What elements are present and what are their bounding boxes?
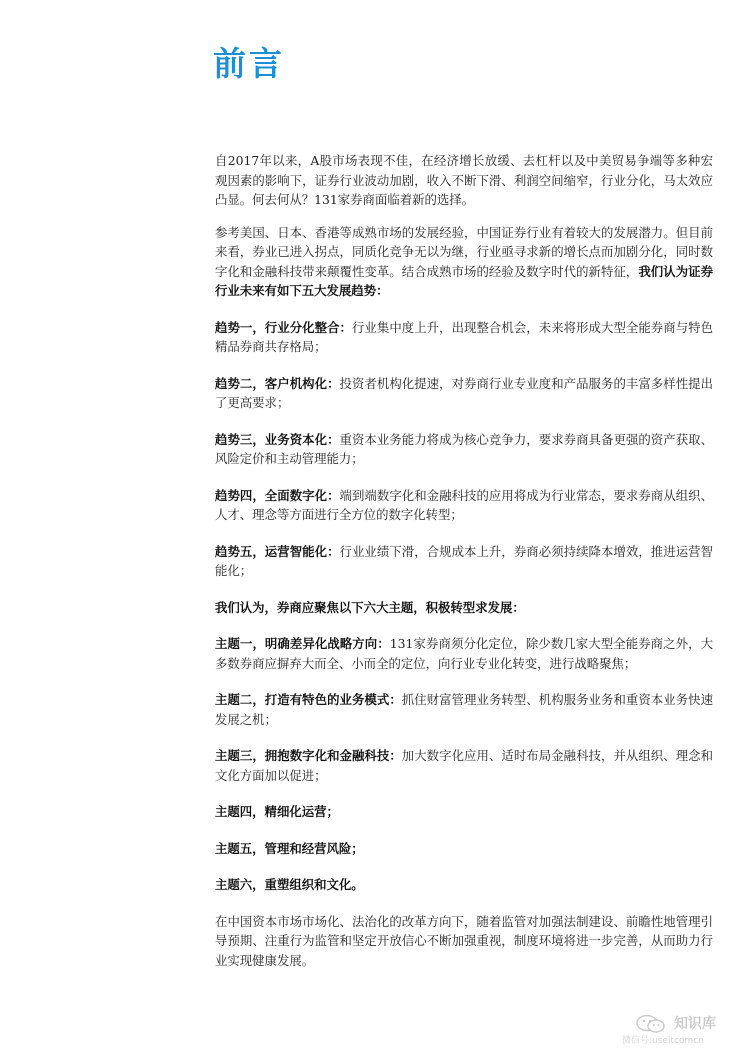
theme-5: 主题五，管理和经营风险； xyxy=(215,840,364,856)
trend-1-title: 趋势一，行业分化整合： xyxy=(215,319,352,335)
trend-4-text: 端到端数字化和金融科技的应用将成为行业常态，要求券商从组织、人才、理念等方面进行全方位的数字化转型； xyxy=(215,487,714,522)
trend-3-title: 趋势三，业务资本化： xyxy=(215,431,340,447)
theme-3-title: 主题三，拥抱数字化和金融科技： xyxy=(215,748,402,763)
trend-1-text: 行业集中度上升，出现整合机会，未来将形成大型全能券商与特色精品券商共存格局； xyxy=(215,319,714,354)
outlook-text: 参考美国、日本、香港等成熟市场的发展经验，中国证券行业有着较大的发展潜力。但目前来看，券业已进入拐点，同质化竞争无以为继，行业亟寻求新的增长点而加剧分化，同时数字化和金融科技带来颠覆性变革。结合成熟市场的经验及数字时代的新特征， xyxy=(215,224,713,279)
theme-1 xyxy=(215,634,713,673)
themes-intro: 我们认为，券商应聚焦以下六大主题，积极转型求发展： xyxy=(215,599,525,615)
trend-5-title: 趋势五，运营智能化： xyxy=(215,543,340,559)
watermark xyxy=(620,1013,730,1047)
watermark-account: 微信号:useitcomcn xyxy=(622,1036,704,1046)
theme-3-text: 加大数字化应用、适时布局金融科技，并从组织、理念和文化方面加以促进； xyxy=(215,748,714,783)
trend-3-text: 重资本业务能力将成为核心竞争力，要求券商具备更强的资产获取、风险定价和主动管理能力； xyxy=(215,431,714,466)
trend-1 xyxy=(215,318,713,357)
trend-5 xyxy=(215,542,713,581)
trends-intro: 我们认为证券行业未来有如下五大发展趋势： xyxy=(215,263,714,298)
trend-2-text: 投资者机构化提速，对券商行业专业度和产品服务的丰富多样性提出了更高要求； xyxy=(215,375,714,410)
trend-2 xyxy=(215,374,713,413)
trend-4 xyxy=(215,486,713,525)
theme-4: 主题四，精细化运营； xyxy=(215,804,339,819)
paragraph-closing: 在中国资本市场市场化、法治化的改革方向下，随着监管对加强法制建设、前瞻性地管理引导预期、注重行为监管和坚定开放信心不断加强重视，制度环境将进一步完善，从而助力行业实现健康发展。 xyxy=(215,913,713,968)
page-title: 前言 xyxy=(213,44,285,83)
trend-5-text: 行业业绩下滑，合规成本上升，券商必须持续降本增效，推进运营智能化； xyxy=(215,543,714,578)
document-body xyxy=(215,151,713,970)
trend-3 xyxy=(215,430,713,469)
theme-2-text: 抓住财富管理业务转型、机构服务业务和重资本业务快速发展之机； xyxy=(215,692,714,727)
theme-3 xyxy=(215,746,713,785)
paragraph-outlook xyxy=(215,223,713,301)
theme-1-text: 131家券商须分化定位，除少数几家大型全能券商之外，大多数券商应摒弃大而全、小而全的定位，向行业专业化转变，进行战略聚焦； xyxy=(215,636,714,671)
theme-2 xyxy=(215,690,713,729)
theme-2-title: 主题二，打造有特色的业务模式： xyxy=(215,692,402,707)
trend-2-title: 趋势二，客户机构化： xyxy=(215,375,340,391)
paragraph-intro: 自2017年以来，A股市场表现不佳，在经济增长放缓、去杠杆以及中美贸易争端等多种宏观因素的影响下，证券行业波动加剧，收入不断下滑、利润空间缩窄，行业分化，马太效应凸显。何去何从？131家券商面临着新的选择。 xyxy=(215,153,713,207)
theme-6: 主题六，重塑组织和文化。 xyxy=(215,877,364,892)
watermark-name: 知识库 xyxy=(674,1016,716,1032)
trend-4-title: 趋势四，全面数字化： xyxy=(215,487,340,503)
theme-1-title: 主题一，明确差异化战略方向： xyxy=(215,636,390,651)
